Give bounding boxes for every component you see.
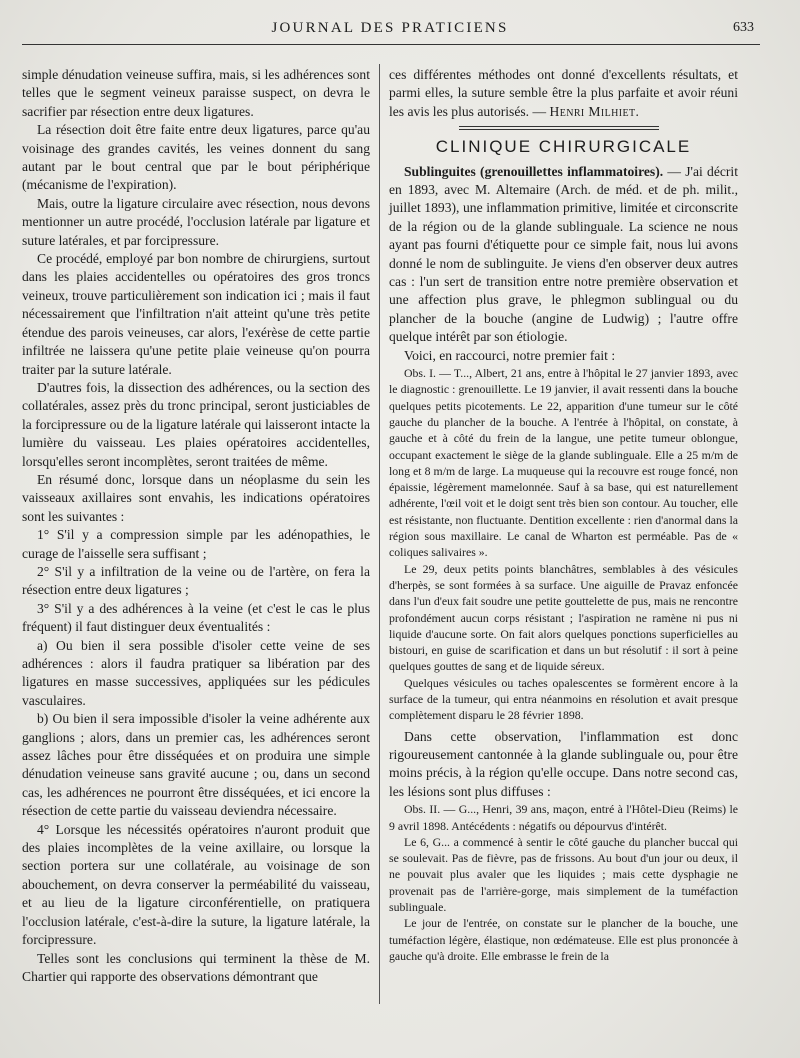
paragraph: Telles sont les conclusions qui terminent la thèse de M. Chartier qui rapporte des observations démontrant que <box>22 950 370 984</box>
column-rule <box>379 64 380 1004</box>
article-heading: Sublinguites (grenouillettes inflammatoires). <box>404 163 664 179</box>
paragraph: b) Ou bien il sera impossible d'isoler la veine adhérente aux ganglions ; alors, dans un premier cas, les adhérences seront assez lâches pour être disséquées et on produira une simple dénudation veineuse sans gravité aucune ; ou, dans un second cas, les adhérences ne pourront être disséquées, et ici encore la résection de cette partie du vaisseau deviendra nécessaire. <box>22 711 370 819</box>
observation-paragraph: Obs. II. — G..., Henri, 39 ans, maçon, entré à l'Hôtel-Dieu (Reims) le 9 avril 1898. Antécédents : négatifs ou dépourvus d'intérêt. <box>389 802 738 833</box>
paragraph <box>389 66 738 121</box>
observation-paragraph: Obs. I. — T..., Albert, 21 ans, entre à l'hôpital le 27 janvier 1893, avec le diagnostic : grenouillette. Le 19 janvier, il avait ressenti dans la bouche quelques petits picotements. Le 22, apparition d'une tumeur sur le côté gauche du plancher de la bouche. A l'entrée à l'hôpital, on constate, à gauche et à côté du frein de la langue, une petite tumeur oblongue, occupant exactement le siège de la glande sublinguale. Elle a 25 m/m de long et 8 m/m de large. La muqueuse qui la recouvre est rouge foncé, non épaissie, légèrement mamelonnée. Sauf à sa base, qui est naturellement adhérente, l'œil voit et le doigt sent très bien son contour. Au toucher, elle est résistante, non fluctuante. Dentition excellente : rien d'anormal dans la région sous maxillaire. Le canal de Wharton est perméable. Pas de « coliques salivaires ». <box>389 366 738 560</box>
left-column <box>22 66 370 986</box>
paragraph <box>389 163 738 347</box>
paragraph: 1° S'il y a compression simple par les adénopathies, le curage de l'aisselle sera suffisant ; <box>22 527 370 561</box>
paragraph: Mais, outre la ligature circulaire avec résection, nous devons mentionner un autre procédé, l'occlusion latérale par ligature et suture latérales, et par forcipressure. <box>22 195 370 248</box>
paragraph: Dans cette observation, l'inflammation est donc rigoureusement cantonnée à la glande sublinguale ou, pour être moins précis, à la région qu'elle occupe. Dans notre second cas, les lésions sont plus diffuses : <box>389 728 738 799</box>
paragraph: simple dénudation veineuse suffira, mais, si les adhérences sont telles que le segment veineux paraisse suspect, on devra le sacrifier par résection entre deux ligatures. <box>22 67 370 119</box>
paragraph: 4° Lorsque les nécessités opératoires n'auront produit que des plaies incomplètes de la veine axillaire, ou lorsque la section portera sur une collatérale, au voisinage de son abouchement, on devra conserver la perméabilité du vaisseau, et au lieu de la ligature circonférentielle, on pratiquera l'occlusion latérale, c'est-à-dire la suture, la ligature latérale, la forcipressure. <box>22 821 370 948</box>
section-title: CLINIQUE CHIRURGICALE <box>435 137 692 157</box>
paragraph: a) Ou bien il sera possible d'isoler cette veine de ses adhérences : alors il faudra pratiquer sa libération par des ligatures en masse successives, appliquées sur les pédicules vasculaires. <box>22 637 370 708</box>
paragraph: D'autres fois, la dissection des adhérences, ou la section des collatérales, assez près du tronc principal, seront justiciables de la forcipressure ou de la ligature latérale qui laisseront intacte la lumière du vaisseau. Les plaies opératoires accidentelles, lorsqu'elles seront incomplètes, seront traitées de même. <box>22 379 371 469</box>
paragraph: Ce procédé, employé par bon nombre de chirurgiens, surtout dans les plaies accidentelles ou opératoires des gros troncs veineux, trouve particulièrement son indication ici ; mais il faut nécessairement que l'infiltration n'ait atteint qu'une très petite étendue des parois veineuses, car alors, l'exérèse de cette partie infiltrée ne laissera qu'une petite plaie veineuse qu'on pourra traiter par la suture latérale. <box>22 251 370 377</box>
article-intro: — J'ai décrit en 1893, avec M. Altemaire (Arch. de méd. et de ph. milit., juillet 1893), une inflammation primitive, limitée et circonscrite de la région ou de la glande sublinguale. La science ne nous ayant pas fourni d'étiquette pour ce simple fait, nous lui avons donné le nom de sublinguite. Je viens d'en observer deux autres cas : l'un sert de transition entre notre première observation et une affection plus grave, le phlegmon sublingual ou du plancher de la bouche (angine de Ludwig) ; l'autre offre quelque intérêt par son étiologie. <box>389 163 738 345</box>
paragraph: 2° S'il y a infiltration de la veine ou de l'artère, on fera la résection entre deux ligatures ; <box>22 563 370 598</box>
observation-paragraph: Le 6, G... a commencé à sentir le côté gauche du plancher buccal qui se soulevait. Pas de fièvre, pas de frissons. Au bout d'un jour ou deux, il ne pouvait plus avaler que les liquides ; mais cette dysphagie ne provenait pas de l'arrière-gorge, mais simplement de la tuméfaction sublinguale. <box>389 834 738 915</box>
author-signature: Henri Milhiet. <box>549 103 640 119</box>
right-column <box>389 66 738 964</box>
header-rule <box>22 44 760 45</box>
observation-paragraph: Le jour de l'entrée, on constate sur le plancher de la bouche, une tuméfaction légère, élastique, non œdémateuse. Elle est plus prononcée à gauche qu'à droite. Elle embrasse le frein de la <box>389 916 738 963</box>
paragraph: 3° S'il y a des adhérences à la veine (et c'est le cas le plus fréquent) il faut distinguer deux éventualités : <box>22 600 370 635</box>
carryover-text: ces différentes méthodes ont donné d'excellents résultats, et parmi elles, la suture semble être la plus parfaite et avoir réuni les avis les plus autorisés. — <box>389 67 738 119</box>
paragraph: Voici, en raccourci, notre premier fait : <box>404 347 616 363</box>
observation-paragraph: Quelques vésicules ou taches opalescentes se formèrent encore à la surface de la tumeur, qui entra néanmoins en résolution et avait presque complètement disparu le 28 février 1898. <box>389 675 738 723</box>
section-divider <box>459 126 659 130</box>
running-head: JOURNAL DES PRATICIENS <box>271 20 509 36</box>
paragraph: En résumé donc, lorsque dans un néoplasme du sein les vaisseaux axillaires sont envahis, les indications opératoires sont les suivantes : <box>22 471 370 524</box>
page-number: 633 <box>733 20 754 35</box>
paragraph: La résection doit être faite entre deux ligatures, parce qu'au voisinage des grandes cavités, les veines donnent du sang autant par le bout central que par le bout périphérique (mécanisme de l'expiration). <box>22 122 370 193</box>
observation-paragraph: Le 29, deux petits points blanchâtres, semblables à des vésicules d'herpès, se sont formées à sa surface. Une aiguille de Pravaz enfoncée dans l'un d'eux fait soudre une petite gouttelette de pus, mais ne rencontre profondément aucun corps résistant ; l'aspiration ne ramène ni pus ni liquide d'aucune sorte. On fait alors quelques ponctions superficielles au bistouri, en guise de scarification et dans un but résolutif : il sort à peine quelques gouttes de sang et de liquide séreux. <box>389 561 738 674</box>
